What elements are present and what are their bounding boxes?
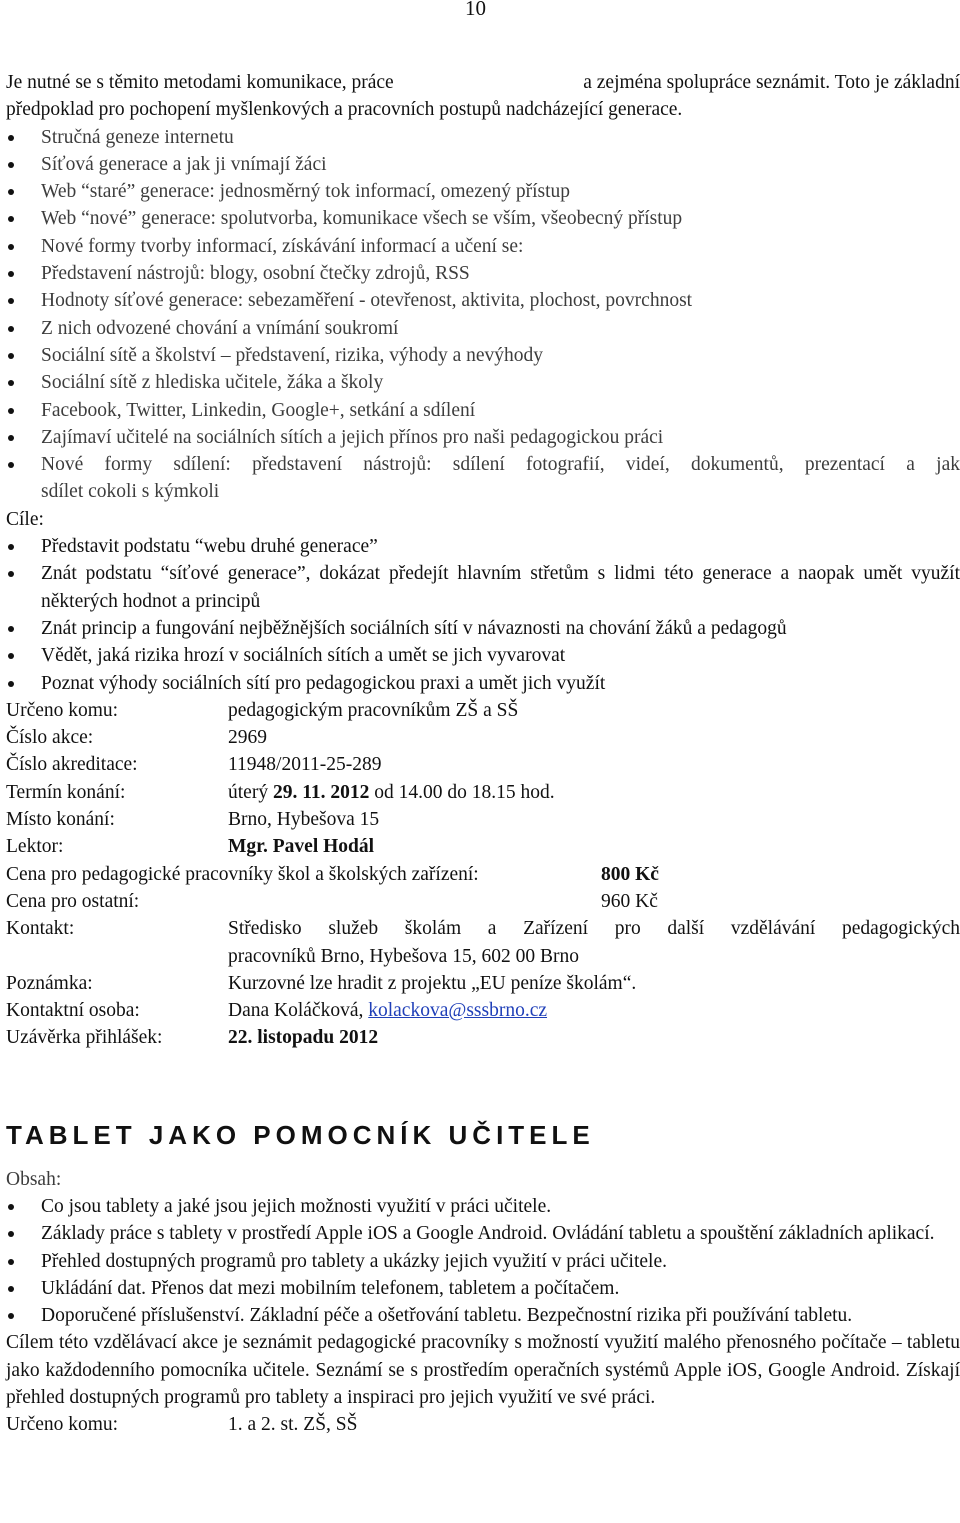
info-label: Číslo akce: <box>6 727 94 749</box>
info-value: Kurzovné lze hradit z projektu „EU peníze školám“. <box>228 972 637 994</box>
info-value: pedagogickým pracovníkům ZŠ a SŠ <box>228 699 519 721</box>
page-number: 10 <box>465 0 486 20</box>
goals-list <box>6 533 960 697</box>
goal-item: Představit podstatu “webu druhé generace” <box>6 533 960 560</box>
section-title: TABLET JAKO POMOCNÍK UČITELE <box>6 1119 595 1150</box>
info-label: Číslo akreditace: <box>6 754 138 776</box>
info-value: 800 Kč <box>601 863 659 885</box>
topic-last-line1: Nové formy sdílení: představení nástrojů: sdílení fotografií, videí, dokumentů, prezentací a jak <box>41 454 960 476</box>
info-row-note <box>6 970 960 997</box>
date-bold: 29. 11. 2012 <box>272 781 370 803</box>
topic-item: Sociální sítě z hlediska učitele, žáka a školy <box>6 369 960 396</box>
info-label: Cena pro ostatní: <box>6 890 140 912</box>
tablet-target-row <box>6 1411 960 1438</box>
document-body <box>6 69 960 1439</box>
info-label: Lektor: <box>6 836 64 858</box>
date-day: úterý <box>228 781 269 803</box>
info-row-date <box>6 779 960 806</box>
info-value <box>228 779 960 806</box>
info-label: Kontakt: <box>6 918 75 940</box>
topic-item: Web “staré” generace: jednosměrný tok informací, omezený přístup <box>6 178 960 205</box>
intro-line1-b: a zejména spolupráce seznámit. Toto je základní <box>583 72 960 93</box>
topic-item: Síťová generace a jak ji vnímají žáci <box>6 151 960 178</box>
info-label: Uzávěrka přihlášek: <box>6 1027 163 1049</box>
info-label: Určeno komu: <box>6 1414 119 1436</box>
date-time: od 14.00 do 18.15 hod. <box>374 781 555 803</box>
tablet-topic-item: Přehled dostupných programů pro tablety a ukázky jejich využití v práci učitele. <box>6 1248 960 1275</box>
info-row-deadline <box>6 1024 960 1051</box>
info-value <box>228 915 960 970</box>
info-value: Brno, Hybešova 15 <box>228 809 380 831</box>
intro-line2: předpoklad pro pochopení myšlenkových a pracovních postupů nadcházející generace. <box>6 99 683 121</box>
info-value: 11948/2011-25-289 <box>228 754 382 776</box>
topic-item: Nové formy tvorby informací, získávání informací a učení se: <box>6 233 960 260</box>
content-label: Obsah: <box>6 1168 62 1190</box>
info-row-person <box>6 997 960 1024</box>
info-value <box>228 997 960 1024</box>
info-row-lector <box>6 833 960 860</box>
goals-label: Cíle: <box>6 508 44 530</box>
topic-item-last <box>6 451 960 506</box>
contact-line2: pracovníků Brno, Hybešova 15, 602 00 Brno <box>228 945 579 967</box>
topic-item: Sociální sítě a školství – představení, rizika, výhody a nevýhody <box>6 342 960 369</box>
topic-last-line2: sdílet cokoli s kýmkoli <box>41 481 220 503</box>
info-block <box>6 697 960 1052</box>
info-label: Určeno komu: <box>6 699 119 721</box>
goal-item: Znát podstatu “síťové generace”, dokázat předejít hlavním střetům s lidmi této generace a naopak umět využít některých hodnot a principů <box>6 560 960 615</box>
info-row-price-ped <box>6 861 960 888</box>
goal-item: Poznat výhody sociálních sítí pro pedagogickou praxi a umět jich využít <box>6 670 960 697</box>
info-label: Kontaktní osoba: <box>6 1000 140 1022</box>
contact-person-name: Dana Koláčková, <box>228 1000 364 1022</box>
tablet-topic-item: Ukládání dat. Přenos dat mezi mobilním telefonem, tabletem a počítačem. <box>6 1275 960 1302</box>
topic-item: Facebook, Twitter, Linkedin, Google+, setkání a sdílení <box>6 397 960 424</box>
tablet-topics-list <box>6 1193 960 1329</box>
info-value: 22. listopadu 2012 <box>228 1027 379 1049</box>
tablet-paragraph: Cílem této vzdělávací akce je seznámit pedagogické pracovníky s možností využití malého přenosného počítače – tabletu jako každodenního pomocníka učitele. Seznámí se s prostředím operačních systémů Apple iOS, Google Android. Získají přehled dostupných programů pro tablety a inspiraci pro jejich využití ve své práci. <box>6 1332 960 1409</box>
info-label: Poznámka: <box>6 972 93 994</box>
info-row-place <box>6 806 960 833</box>
topic-item: Hodnoty síťové generace: sebezaměření - otevřenost, aktivita, plochost, povrchnost <box>6 287 960 314</box>
info-value: 2969 <box>228 727 267 749</box>
tablet-topic-item: Základy práce s tablety v prostředí Apple iOS a Google Android. Ovládání tabletu a spouštění základních aplikací. <box>6 1220 960 1247</box>
info-value: 1. a 2. st. ZŠ, SŠ <box>228 1414 358 1436</box>
topic-item: Web “nové” generace: spolutvorba, komunikace všech se vším, všeobecný přístup <box>6 205 960 232</box>
info-row-accreditation <box>6 751 960 778</box>
info-label: Termín konání: <box>6 781 126 803</box>
topic-item: Stručná geneze internetu <box>6 124 960 151</box>
info-row-target <box>6 697 960 724</box>
info-value: 960 Kč <box>601 890 658 912</box>
intro-line1-a: Je nutné se s těmito metodami komunikace, práce <box>6 72 394 93</box>
info-label: Místo konání: <box>6 809 115 831</box>
topic-item: Představení nástrojů: blogy, osobní čtečky zdrojů, RSS <box>6 260 960 287</box>
goal-item: Znát princip a fungování nejběžnějších sociálních sítí v návaznosti na chování žáků a pedagogů <box>6 615 960 642</box>
topic-item: Z nich odvozené chování a vnímání soukromí <box>6 315 960 342</box>
topics-list <box>6 124 960 506</box>
tablet-topic-item: Doporučené příslušenství. Základní péče a ošetřování tabletu. Bezpečnostní rizika při používání tabletu. <box>6 1302 960 1329</box>
info-row-price-other <box>6 888 960 915</box>
topic-item: Zajímaví učitelé na sociálních sítích a jejich přínos pro naši pedagogickou práci <box>6 424 960 451</box>
contact-line1: Středisko služeb školám a Zařízení pro další vzdělávání pedagogických <box>228 918 960 940</box>
intro-paragraph <box>6 69 960 124</box>
tablet-topic-item: Co jsou tablety a jaké jsou jejich možnosti využití v práci učitele. <box>6 1193 960 1220</box>
info-row-action <box>6 724 960 751</box>
info-row-contact <box>6 915 960 970</box>
info-value: Mgr. Pavel Hodál <box>228 836 375 858</box>
info-label: Cena pro pedagogické pracovníky škol a školských zařízení: <box>6 863 479 885</box>
goal-item: Vědět, jaká rizika hrozí v sociálních sítích a umět se jich vyvarovat <box>6 642 960 669</box>
contact-email-link[interactable]: kolackova@sssbrno.cz <box>368 1000 548 1022</box>
